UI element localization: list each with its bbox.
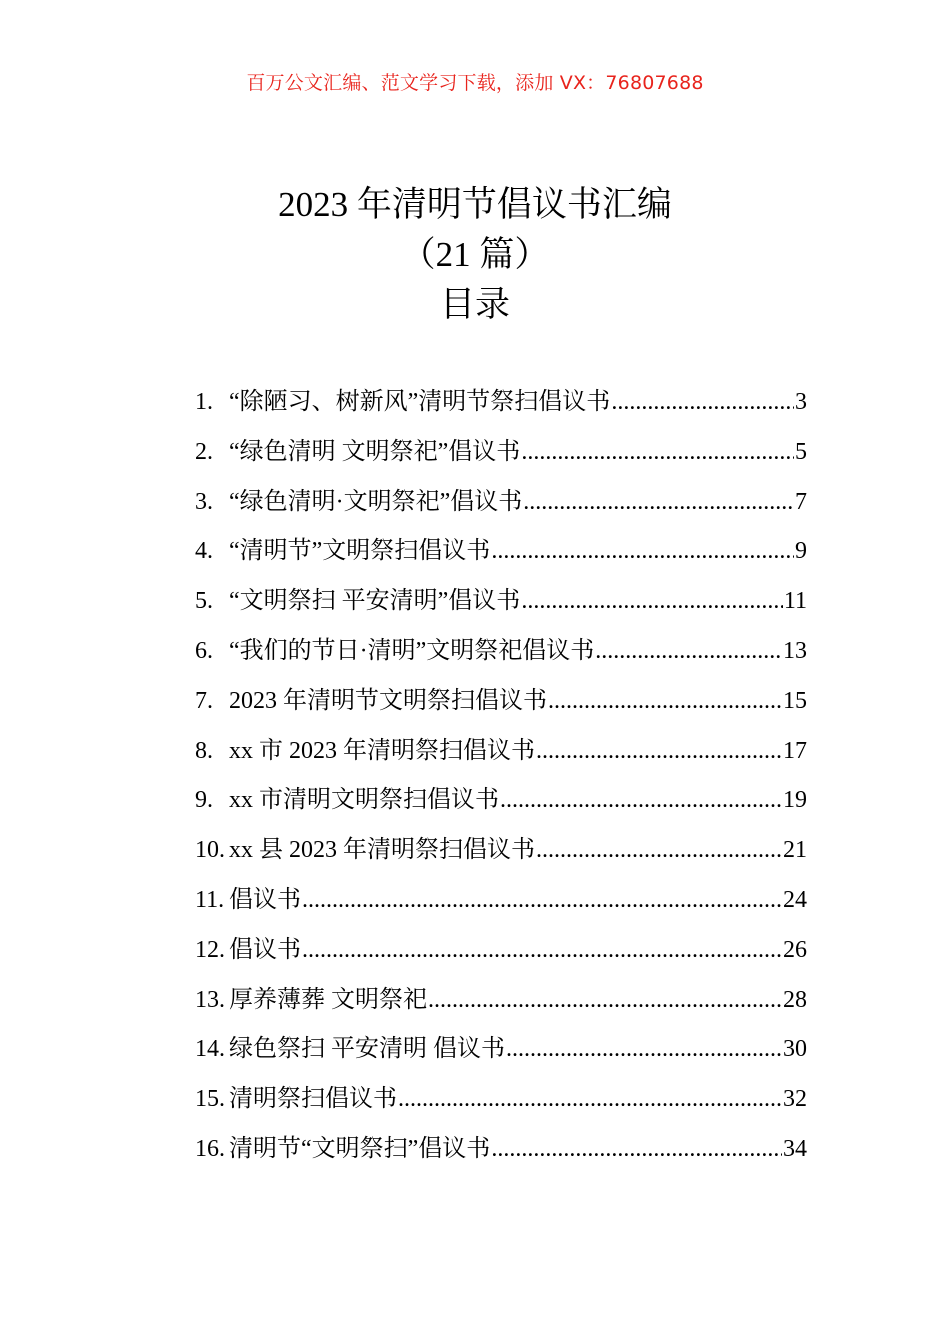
toc-dot-leader [506,1025,782,1075]
toc-entry-number: 13. [195,986,225,1013]
toc-entry[interactable] [195,727,807,777]
toc-entry-title: 2023 年清明节文明祭扫倡议书 [229,687,547,714]
toc-entry-page: 26 [783,936,807,963]
toc-dot-leader [302,926,782,976]
toc-entry-page: 19 [783,787,807,814]
toc-entry[interactable] [195,577,807,627]
toc-dot-leader [521,428,794,478]
toc-entry-page: 9 [795,538,807,565]
toc-entry-title: “绿色清明 文明祭祀”倡议书 [229,438,521,465]
toc-entry-page: 7 [795,488,807,515]
toc-entry-number: 2. [195,438,213,465]
toc-dot-leader [523,478,794,528]
toc-entry-page: 21 [783,837,807,864]
toc-entry[interactable] [195,1025,807,1075]
toc-entry-number: 6. [195,637,213,664]
toc-entry-number: 15. [195,1086,225,1113]
toc-entry-page: 15 [783,687,807,714]
toc-dot-leader [398,1075,782,1125]
toc-entry[interactable] [195,677,807,727]
toc-entry-title: 清明节“文明祭扫”倡议书 [229,1135,491,1162]
toc-entry-title: xx 县 2023 年清明祭扫倡议书 [229,837,535,864]
toc-entry-number: 5. [195,588,213,615]
toc-dot-leader [491,527,794,577]
toc-dot-leader [500,776,782,826]
toc-entry-title: “绿色清明·文明祭祀”倡议书 [229,488,523,515]
toc-entry-number: 9. [195,787,213,814]
toc-entry-title: 绿色祭扫 平安清明 倡议书 [229,1036,505,1063]
toc-entry[interactable] [195,1075,807,1125]
toc-entry-number: 8. [195,737,213,764]
toc-entry-page: 24 [783,886,807,913]
toc-entry-page: 3 [795,389,807,415]
title-line-main: 2023 年清明节倡议书汇编 [278,185,672,224]
title-line-count: （21 篇） [400,235,550,274]
toc-entry[interactable] [195,428,807,478]
toc-entry-number: 7. [195,687,213,714]
toc-entry-title: 厚养薄葬 文明祭祀 [229,986,427,1013]
toc-entry-number: 12. [195,936,225,963]
title-line-contents: 目录 [439,285,510,324]
toc-entry[interactable] [195,926,807,976]
table-of-contents [195,378,807,1175]
toc-dot-leader [302,876,782,926]
document-title [0,180,950,330]
toc-entry[interactable] [195,776,807,826]
toc-entry-number: 10. [195,837,225,864]
toc-entry[interactable] [195,1125,807,1175]
toc-entry-title: “我们的节日·清明”文明祭祀倡议书 [229,637,595,664]
toc-entry-page: 34 [783,1135,807,1162]
toc-entry-number: 4. [195,538,213,565]
toc-entry-page: 5 [795,438,807,465]
toc-entry-title: 倡议书 [229,936,301,963]
toc-entry-number: 16. [195,1135,225,1162]
toc-entry-title: “清明节”文明祭扫倡议书 [229,538,491,565]
toc-dot-leader [491,1125,782,1175]
toc-entry[interactable] [195,826,807,876]
toc-dot-leader [521,577,783,627]
toc-entry-number: 3. [195,488,213,515]
toc-entry-page: 13 [783,637,807,664]
toc-dot-leader [548,677,782,727]
toc-entry[interactable] [195,876,807,926]
toc-entry-title: “除陋习、树新风”清明节祭扫倡议书 [229,389,611,415]
toc-dot-leader [428,976,782,1026]
toc-dot-leader [611,378,794,428]
toc-entry-title: “文明祭扫 平安清明”倡议书 [229,588,521,615]
toc-entry-title: 清明祭扫倡议书 [229,1086,397,1113]
toc-entry-page: 11 [783,588,807,615]
toc-dot-leader [536,826,782,876]
toc-entry[interactable] [195,976,807,1026]
toc-entry-title: 倡议书 [229,886,301,913]
toc-entry-number: 1. [195,389,213,415]
toc-entry-number: 14. [195,1036,225,1063]
toc-entry-page: 30 [783,1036,807,1063]
watermark-banner: 百万公文汇编、范文学习下载，添加 VX：76807688 [246,72,704,94]
toc-entry[interactable] [195,627,807,677]
toc-entry-page: 32 [783,1086,807,1113]
toc-dot-leader [536,727,782,777]
toc-entry[interactable] [195,478,807,528]
toc-entry[interactable] [195,527,807,577]
toc-entry-number: 11. [195,886,225,913]
toc-entry-page: 17 [783,737,807,764]
toc-dot-leader [595,627,782,677]
toc-entry[interactable] [195,378,807,428]
toc-entry-title: xx 市清明文明祭扫倡议书 [229,787,499,814]
toc-entry-page: 28 [783,986,807,1013]
toc-entry-title: xx 市 2023 年清明祭扫倡议书 [229,737,535,764]
